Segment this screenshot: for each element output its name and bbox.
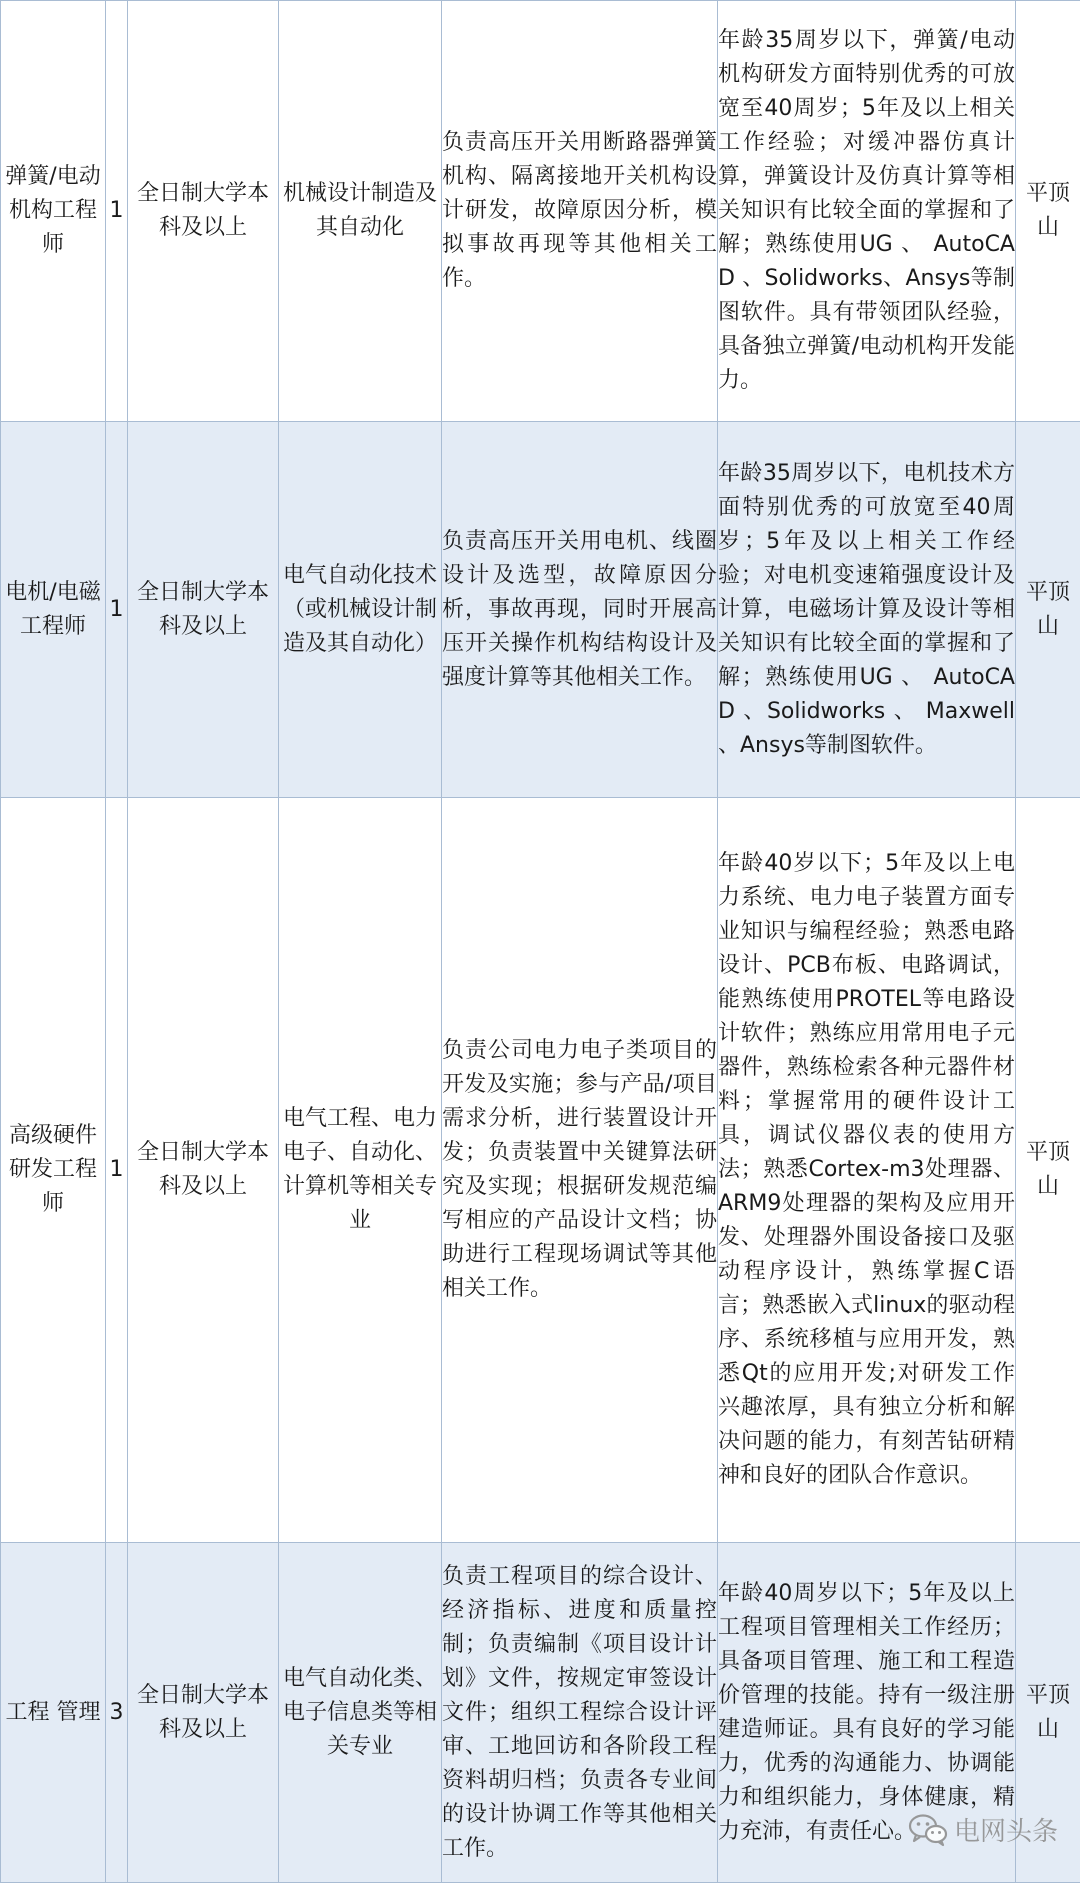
position-text: 电机/电磁工程师 (5, 579, 101, 639)
duties-cell (442, 422, 718, 798)
table-row (1, 798, 1080, 1543)
requirements-text: 年龄35周岁以下，电机技术方面特别优秀的可放宽至40周岁；5年及以上相关工作经验；对电机变速箱强度设计及计算，电磁场计算及设计等相关知识有比较全面的掌握和了解；熟练使用UG 、 AutoCAD 、Solidworks 、 Maxwell 、Ansys等制图软件。 (718, 460, 1015, 758)
count-cell (106, 798, 128, 1543)
position-text: 高级硬件研发工程师 (8, 1123, 97, 1216)
major-text: 电气自动化技术（或机械设计制造及其自动化） (282, 562, 437, 656)
count-text: 1 (109, 198, 124, 223)
location-text: 平顶山 (1025, 1682, 1070, 1742)
duties-text: 负责高压开关用电机、线圈设计及选型，故障原因分析，事故再现，同时开展高压开关操作机构结构设计及强度计算等其他相关工作。 (442, 528, 717, 690)
duties-cell (442, 1543, 718, 1883)
duties-text: 负责高压开关用断路器弹簧机构、隔离接地开关机构设计研发，故障原因分析，模拟事故再现等其他相关工作。 (442, 130, 717, 291)
location-text: 平顶山 (1025, 1140, 1070, 1199)
duties-text: 负责工程项目的综合设计、经济指标、进度和质量控制；负责编制《项目设计计划》文件，按规定审签设计文件；组织工程综合设计评审、工地回访和各阶段工程资料胡归档；负责各专业间的设计协调工作等其他相关工作。 (442, 1563, 717, 1861)
position-cell (1, 1, 106, 422)
count-cell (106, 1543, 128, 1883)
major-cell (279, 422, 442, 798)
location-cell (1016, 1, 1080, 422)
location-cell (1016, 798, 1080, 1543)
watermark-text: 电网头条 (953, 1817, 1058, 1847)
major-cell (279, 1543, 442, 1883)
duties-text: 负责公司电力电子类项目的开发及实施；参与产品/项目需求分析，进行装置设计开发；负责装置中关键算法研究及实现；根据研发规范编写相应的产品设计文档；协助进行工程现场调试等其他相关工作。 (442, 1038, 717, 1301)
major-text: 电气自动化类、电子信息类等相关专业 (282, 1665, 437, 1759)
requirements-cell (718, 1, 1016, 422)
position-text: 弹簧/电动机构工程师 (5, 164, 101, 257)
position-cell (1, 798, 106, 1543)
table-row (1, 1, 1080, 422)
requirements-cell (718, 798, 1016, 1543)
education-cell (128, 1, 279, 422)
education-cell (128, 1543, 279, 1883)
position-cell (1, 422, 106, 798)
wechat-icon (908, 1813, 948, 1847)
duties-cell (442, 798, 718, 1543)
count-cell (106, 422, 128, 798)
duties-cell (442, 1, 718, 422)
education-text: 全日制大学本科及以上 (136, 181, 269, 240)
major-text: 机械设计制造及其自动化 (282, 181, 437, 240)
position-cell (1, 1543, 106, 1883)
table-row (1, 422, 1080, 798)
location-cell (1016, 422, 1080, 798)
requirements-text: 年龄40岁以下；5年及以上电力系统、电力电子装置方面专业知识与编程经验；熟悉电路设计、PCB布板、电路调试，能熟练使用PROTEL等电路设计软件；熟练应用常用电子元器件，熟练检索各种元器件材料；掌握常用的硬件设计工具，调试仪器仪表的使用方法；熟悉Cortex-m3处理器、ARM9处理器的架构及应用开发、处理器外围设备接口及驱动程序设计，熟练掌握C语言；熟悉嵌入式linux的驱动程序、系统移植与应用开发，熟悉Qt的应用开发;对研发工作兴趣浓厚，具有独立分析和解决问题的能力，有刻苦钻研精神和良好的团队合作意识。 (718, 851, 1015, 1488)
major-cell (279, 798, 442, 1543)
position-text: 工程 管理 (5, 1699, 101, 1725)
major-text: 电气工程、电力电子、自动化、计算机等相关专业 (282, 1106, 437, 1233)
count-text: 1 (109, 1157, 124, 1182)
location-text: 平顶山 (1025, 181, 1070, 240)
education-text: 全日制大学本科及以上 (136, 1140, 269, 1199)
education-cell (128, 798, 279, 1543)
requirements-text: 年龄35周岁以下，弹簧/电动机构研发方面特别优秀的可放宽至40周岁；5年及以上相关工作经验；对缓冲器仿真计算，弹簧设计及仿真计算等相关知识有比较全面的掌握和了解；熟练使用UG 、 AutoCAD 、Solidworks、Ansys等制图软件。具有带领团队经验，具备独立弹簧/电动机构开发能力。 (718, 28, 1015, 393)
count-cell (106, 1, 128, 422)
requirements-cell (718, 422, 1016, 798)
count-text: 1 (109, 596, 124, 622)
major-cell (279, 1, 442, 422)
count-text: 3 (109, 1699, 124, 1725)
location-text: 平顶山 (1025, 579, 1070, 639)
watermark (908, 1811, 1058, 1848)
requirements-text: 年龄40周岁以下；5年及以上工程项目管理相关工作经历；具备项目管理、施工和工程造价管理的技能。持有一级注册建造师证。具有良好的学习能力，优秀的沟通能力、协调能力和组织能力，身体健康，精力充沛，有责任心。 (718, 1580, 1015, 1844)
education-text: 全日制大学本科及以上 (136, 1682, 269, 1742)
education-cell (128, 422, 279, 798)
education-text: 全日制大学本科及以上 (136, 579, 269, 639)
